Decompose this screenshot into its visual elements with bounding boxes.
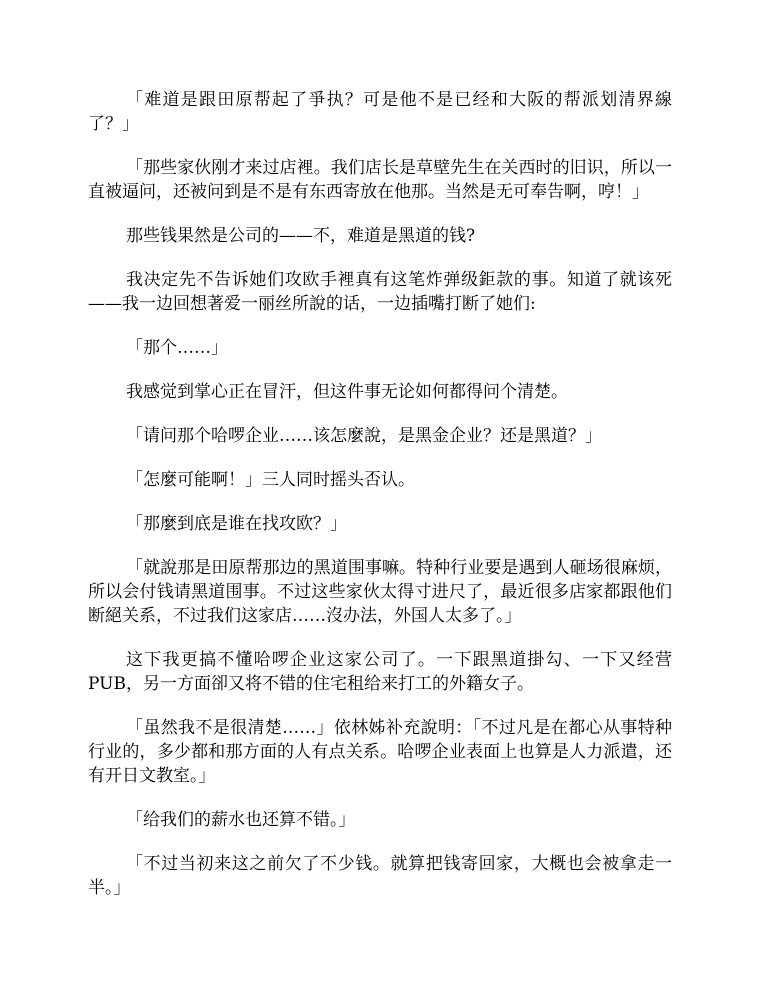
paragraph: 我决定先不告诉她们攻欧手裡真有这笔炸弹级鉅款的事。知道了就该死——我一边回想著爱一丽丝所說的话，一边插嘴打断了她们:	[88, 270, 672, 314]
paragraph: 「那些家伙刚才来过店裡。我们店长是草壁先生在关西时的旧识，所以一直被逼问，还被问到是不是有东西寄放在他那。当然是无可奉告啊，哼！」	[88, 158, 672, 202]
paragraph: 「请问那个哈啰企业……该怎麼說，是黑金企业？还是黑道？」	[126, 426, 602, 446]
paragraph: 我感觉到掌心正在冒汗，但这件事无论如何都得问个清楚。	[126, 382, 568, 402]
paragraph: 「给我们的薪水也还算不错。」	[126, 810, 356, 830]
paragraph: 「那麼到底是谁在找攻欧？」	[126, 514, 347, 534]
paragraph: 「虽然我不是很清楚……」依林姊补充說明：「不过凡是在都心从事特种行业的，多少都和那方面的人有点关系。哈啰企业表面上也算是人力派遣，还有开日文教室。」	[88, 718, 672, 786]
paragraph: 那些钱果然是公司的——不，难道是黑道的钱?	[126, 226, 476, 246]
paragraph: 「就說那是田原帮那边的黑道围事嘛。特种行业要是遇到人砸场很麻烦，所以会付钱请黑道围事。不过这些家伙太得寸进尺了，最近很多店家都跟他们断絕关系，不过我们这家店……沒办法，外国人太多了。」	[88, 558, 672, 626]
paragraph: 这下我更搞不懂哈啰企业这家公司了。一下跟黑道掛勾、一下又经营PUB，另一方面卻又将不错的住宅租给来打工的外籍女子。	[88, 650, 672, 694]
paragraph: 「怎麼可能啊！」三人同时摇头否认。	[126, 470, 415, 490]
paragraph: 「难道是跟田原帮起了爭执？可是他不是已经和大阪的帮派划清界線了？」	[88, 90, 672, 134]
paragraph: 「那个……」	[126, 338, 228, 358]
document-body	[88, 88, 672, 920]
paragraph: 「不过当初来这之前欠了不少钱。就算把钱寄回家，大概也会被拿走一半。」	[88, 854, 672, 898]
